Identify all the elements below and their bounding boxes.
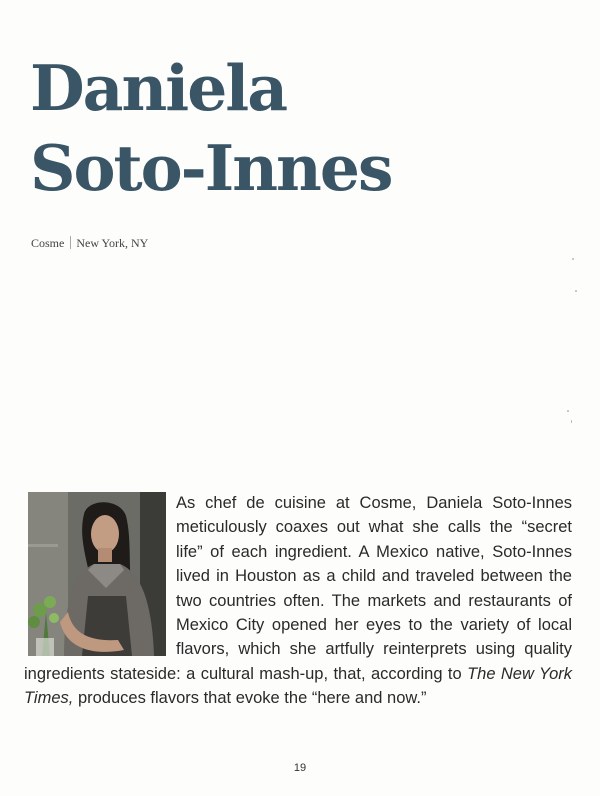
meta-divider xyxy=(70,236,71,249)
scan-speck xyxy=(575,290,577,292)
title-first-name: Daniela xyxy=(30,51,287,125)
bio-text-part2: produces flavors that evoke the “here and now.” xyxy=(73,689,427,708)
photo-text-wrap-spacer xyxy=(24,491,176,661)
bio-publication-name: The New York Times, xyxy=(24,664,573,708)
scan-speck xyxy=(567,410,569,412)
page-number: 19 xyxy=(293,762,307,774)
restaurant-location-line xyxy=(31,236,148,251)
chef-bio-paragraph xyxy=(24,491,572,711)
restaurant-name: Cosme xyxy=(31,236,65,250)
scan-speck xyxy=(571,420,572,423)
scan-speck xyxy=(572,258,574,260)
bio-text-part1: As chef de cuisine at Cosme, Daniela Soto-Innes meticulously coaxes out what she calls the “secret life” of each ingredient. A Mexico native, Soto-Innes lived in Houston as a child and traveled between the two countries often. The markets and restaurants of Mexico City opened her eyes to the variety of local flavors, which she artfully reinterprets using quality ingredients stateside: a cultural mash-up, that, according to xyxy=(24,494,572,683)
title-last-name: Soto-Innes xyxy=(30,131,392,205)
restaurant-location: New York, NY xyxy=(76,236,149,250)
chef-name-heading xyxy=(30,48,391,208)
